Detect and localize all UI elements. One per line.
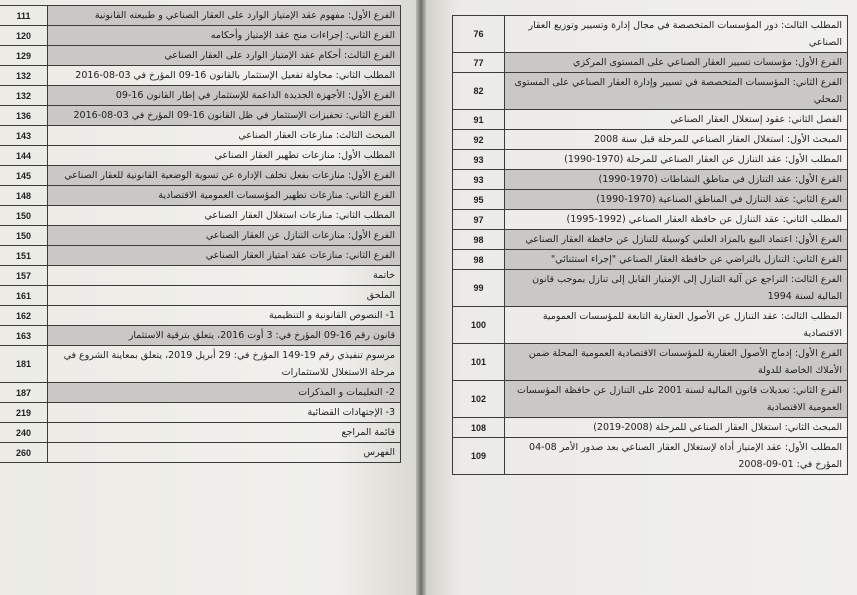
toc-entry-title: الفهرس	[48, 443, 401, 463]
toc-row	[453, 16, 848, 53]
toc-row	[0, 126, 401, 146]
toc-entry-title: الفرع الثالث: التراجع عن آلية التنازل إلى الإمتياز القابل إلى تنازل بموجب قانون المالية لسنة 1994	[505, 270, 848, 307]
toc-page-number: 136	[0, 106, 48, 126]
left-toc-table	[0, 5, 401, 463]
toc-entry-title: المطلب الأول: عقد الإمتياز أداة لإستغلال العقار الصناعي بعد صدور الأمر 08-04 المؤرخ في: 01-09-2008	[505, 438, 848, 475]
toc-entry-title: قائمة المراجع	[48, 423, 401, 443]
toc-entry-title: المطلب الثاني: عقد التنازل عن حافظة العقار الصناعي (1992-1995)	[505, 210, 848, 230]
toc-page-number: 132	[0, 66, 48, 86]
toc-entry-title: قانون رقم 16-09 المؤرخ في: 3 أوت 2016، يتعلق بترقية الاستثمار	[48, 326, 401, 346]
toc-row	[0, 146, 401, 166]
toc-entry-title: الفرع الأول: الأجهزة الجديدة الداعمة للإستثمار في إطار القانون 16-09	[48, 86, 401, 106]
toc-entry-title: الفرع الثاني: التنازل بالتراضي عن حافظة العقار الصناعي "إجراء استثنائي"	[505, 250, 848, 270]
toc-entry-title: الفصل الثاني: عقود إستغلال العقار الصناعي	[505, 110, 848, 130]
toc-row	[0, 106, 401, 126]
toc-page-number: 163	[0, 326, 48, 346]
toc-page-number: 187	[0, 383, 48, 403]
toc-entry-title: الفرع الثاني: تحفيزات الإستثمار في ظل القانون 16-09 المؤرخ في 03-08-2016	[48, 106, 401, 126]
toc-entry-title: المطلب الثالث: عقد التنازل عن الأصول العقارية التابعة للمؤسسات العمومية الاقتصادية	[505, 307, 848, 344]
toc-page-number: 91	[453, 110, 505, 130]
toc-row	[453, 110, 848, 130]
toc-entry-title: 1- النصوص القانونية و التنظيمية	[48, 306, 401, 326]
toc-row	[0, 26, 401, 46]
toc-row	[453, 230, 848, 250]
toc-row	[453, 438, 848, 475]
toc-page-number: 95	[453, 190, 505, 210]
toc-row	[0, 186, 401, 206]
toc-row	[0, 346, 401, 383]
toc-entry-title: الملحق	[48, 286, 401, 306]
toc-entry-title: مرسوم تنفيذي رقم 19-149 المؤرخ في: 29 أبريل 2019، يتعلق بمعاينة الشروع في مرحلة الاستغلال للاستثمارات	[48, 346, 401, 383]
toc-page-number: 111	[0, 6, 48, 26]
toc-page-number: 162	[0, 306, 48, 326]
toc-row	[453, 53, 848, 73]
toc-row	[453, 344, 848, 381]
toc-page-number: 77	[453, 53, 505, 73]
toc-row	[0, 86, 401, 106]
toc-row	[453, 150, 848, 170]
toc-entry-title: الفرع الثاني: منازعات تطهير المؤسسات العمومية الاقتصادية	[48, 186, 401, 206]
toc-row	[453, 307, 848, 344]
left-toc-body	[0, 6, 401, 463]
toc-row	[0, 246, 401, 266]
toc-page-number: 109	[453, 438, 505, 475]
toc-page-number: 93	[453, 170, 505, 190]
toc-row	[0, 423, 401, 443]
toc-row	[0, 326, 401, 346]
toc-page-number: 181	[0, 346, 48, 383]
toc-page-number: 145	[0, 166, 48, 186]
toc-entry-title: الفرع الثاني: تعديلات قانون المالية لسنة 2001 على التنازل عن حافظة المؤسسات العمومية الاقتصادية	[505, 381, 848, 418]
toc-page-number: 76	[453, 16, 505, 53]
toc-page-number: 82	[453, 73, 505, 110]
toc-row	[453, 381, 848, 418]
toc-row	[453, 73, 848, 110]
toc-page-number: 98	[453, 230, 505, 250]
toc-page-number: 102	[453, 381, 505, 418]
toc-row	[453, 170, 848, 190]
toc-entry-title: الفرع الثاني: المؤسسات المتخصصة في تسيير وإدارة العقار الصناعي على المستوى المحلي	[505, 73, 848, 110]
toc-entry-title: الفرع الأول: منازعات بفعل تخلف الإدارة عن تسوية الوضعية القانونية للعقار الصناعي	[48, 166, 401, 186]
toc-entry-title: 2- التعليمات و المذكرات	[48, 383, 401, 403]
toc-entry-title: الفرع الأول: اعتماد البيع بالمزاد العلني كوسيلة للتنازل عن حافظة العقار الصناعي	[505, 230, 848, 250]
toc-entry-title: الفرع الثاني: منازعات عقد امتياز العقار الصناعي	[48, 246, 401, 266]
toc-row	[0, 66, 401, 86]
toc-page-number: 148	[0, 186, 48, 206]
toc-page-number: 100	[453, 307, 505, 344]
toc-page-number: 161	[0, 286, 48, 306]
toc-page-number: 99	[453, 270, 505, 307]
toc-page-number: 108	[453, 418, 505, 438]
toc-page-number: 150	[0, 206, 48, 226]
toc-page-number: 129	[0, 46, 48, 66]
toc-page-number: 98	[453, 250, 505, 270]
toc-entry-title: 3- الإجتهادات القضائية	[48, 403, 401, 423]
toc-page-number: 150	[0, 226, 48, 246]
toc-row	[0, 383, 401, 403]
toc-row	[0, 166, 401, 186]
toc-entry-title: الفرع الثاني: عقد التنازل في المناطق الصناعية (1970-1990)	[505, 190, 848, 210]
toc-row	[0, 403, 401, 423]
toc-entry-title: المطلب الثالث: دور المؤسسات المتخصصة في مجال إدارة وتسيير وتوزيع العقار الصناعي	[505, 16, 848, 53]
toc-row	[453, 250, 848, 270]
book-gutter	[416, 0, 426, 595]
toc-row	[0, 443, 401, 463]
toc-entry-title: المبحث الأول: استغلال العقار الصناعي للمرحلة قبل سنة 2008	[505, 130, 848, 150]
toc-row	[453, 210, 848, 230]
toc-row	[0, 266, 401, 286]
toc-entry-title: الفرع الأول: إدماج الأصول العقارية للمؤسسات الاقتصادية العمومية المحلة ضمن الأملاك الخاصة للدولة	[505, 344, 848, 381]
toc-entry-title: المطلب الثاني: منازعات استغلال العقار الصناعي	[48, 206, 401, 226]
toc-entry-title: المبحث الثاني: استغلال العقار الصناعي للمرحلة (2008-2019)	[505, 418, 848, 438]
toc-entry-title: المطلب الثاني: محاولة تفعيل الإستثمار بالقانون 16-09 المؤرخ في 03-08-2016	[48, 66, 401, 86]
toc-entry-title: خاتمة	[48, 266, 401, 286]
toc-page-number: 101	[453, 344, 505, 381]
toc-entry-title: المطلب الأول: عقد التنازل عن العقار الصناعي للمرحلة (1970-1990)	[505, 150, 848, 170]
toc-page-number: 92	[453, 130, 505, 150]
toc-row	[453, 270, 848, 307]
toc-page-number: 120	[0, 26, 48, 46]
toc-row	[0, 6, 401, 26]
toc-entry-title: الفرع الأول: مؤسسات تسيير العقار الصناعي على المستوى المركزي	[505, 53, 848, 73]
toc-row	[0, 286, 401, 306]
toc-row	[453, 418, 848, 438]
toc-page-number: 132	[0, 86, 48, 106]
toc-row	[453, 190, 848, 210]
toc-page-number: 240	[0, 423, 48, 443]
toc-entry-title: المبحث الثالث: منازعات العقار الصناعي	[48, 126, 401, 146]
toc-page-number: 97	[453, 210, 505, 230]
toc-entry-title: الفرع الأول: مفهوم عقد الإمتياز الوارد على العقار الصناعي و طبيعته القانونية	[48, 6, 401, 26]
right-toc-body	[453, 16, 848, 475]
toc-page-number: 260	[0, 443, 48, 463]
toc-page-number: 143	[0, 126, 48, 146]
toc-entry-title: الفرع الأول: منازعات التنازل عن العقار الصناعي	[48, 226, 401, 246]
toc-entry-title: المطلب الأول: منازعات تطهير العقار الصناعي	[48, 146, 401, 166]
toc-page-number: 151	[0, 246, 48, 266]
toc-row	[453, 130, 848, 150]
toc-page-number: 93	[453, 150, 505, 170]
toc-entry-title: الفرع الثاني: إجراءات منح عقد الإمتياز وأحكامه	[48, 26, 401, 46]
toc-page-number: 144	[0, 146, 48, 166]
toc-entry-title: الفرع الأول: عقد التنازل في مناطق النشاطات (1970-1990)	[505, 170, 848, 190]
toc-row	[0, 226, 401, 246]
right-toc-table	[452, 15, 848, 475]
toc-page-number: 157	[0, 266, 48, 286]
toc-row	[0, 46, 401, 66]
toc-row	[0, 206, 401, 226]
toc-entry-title: الفرع الثالث: أحكام عقد الإمتياز الوارد على العقار الصناعي	[48, 46, 401, 66]
toc-row	[0, 306, 401, 326]
toc-page-number: 219	[0, 403, 48, 423]
